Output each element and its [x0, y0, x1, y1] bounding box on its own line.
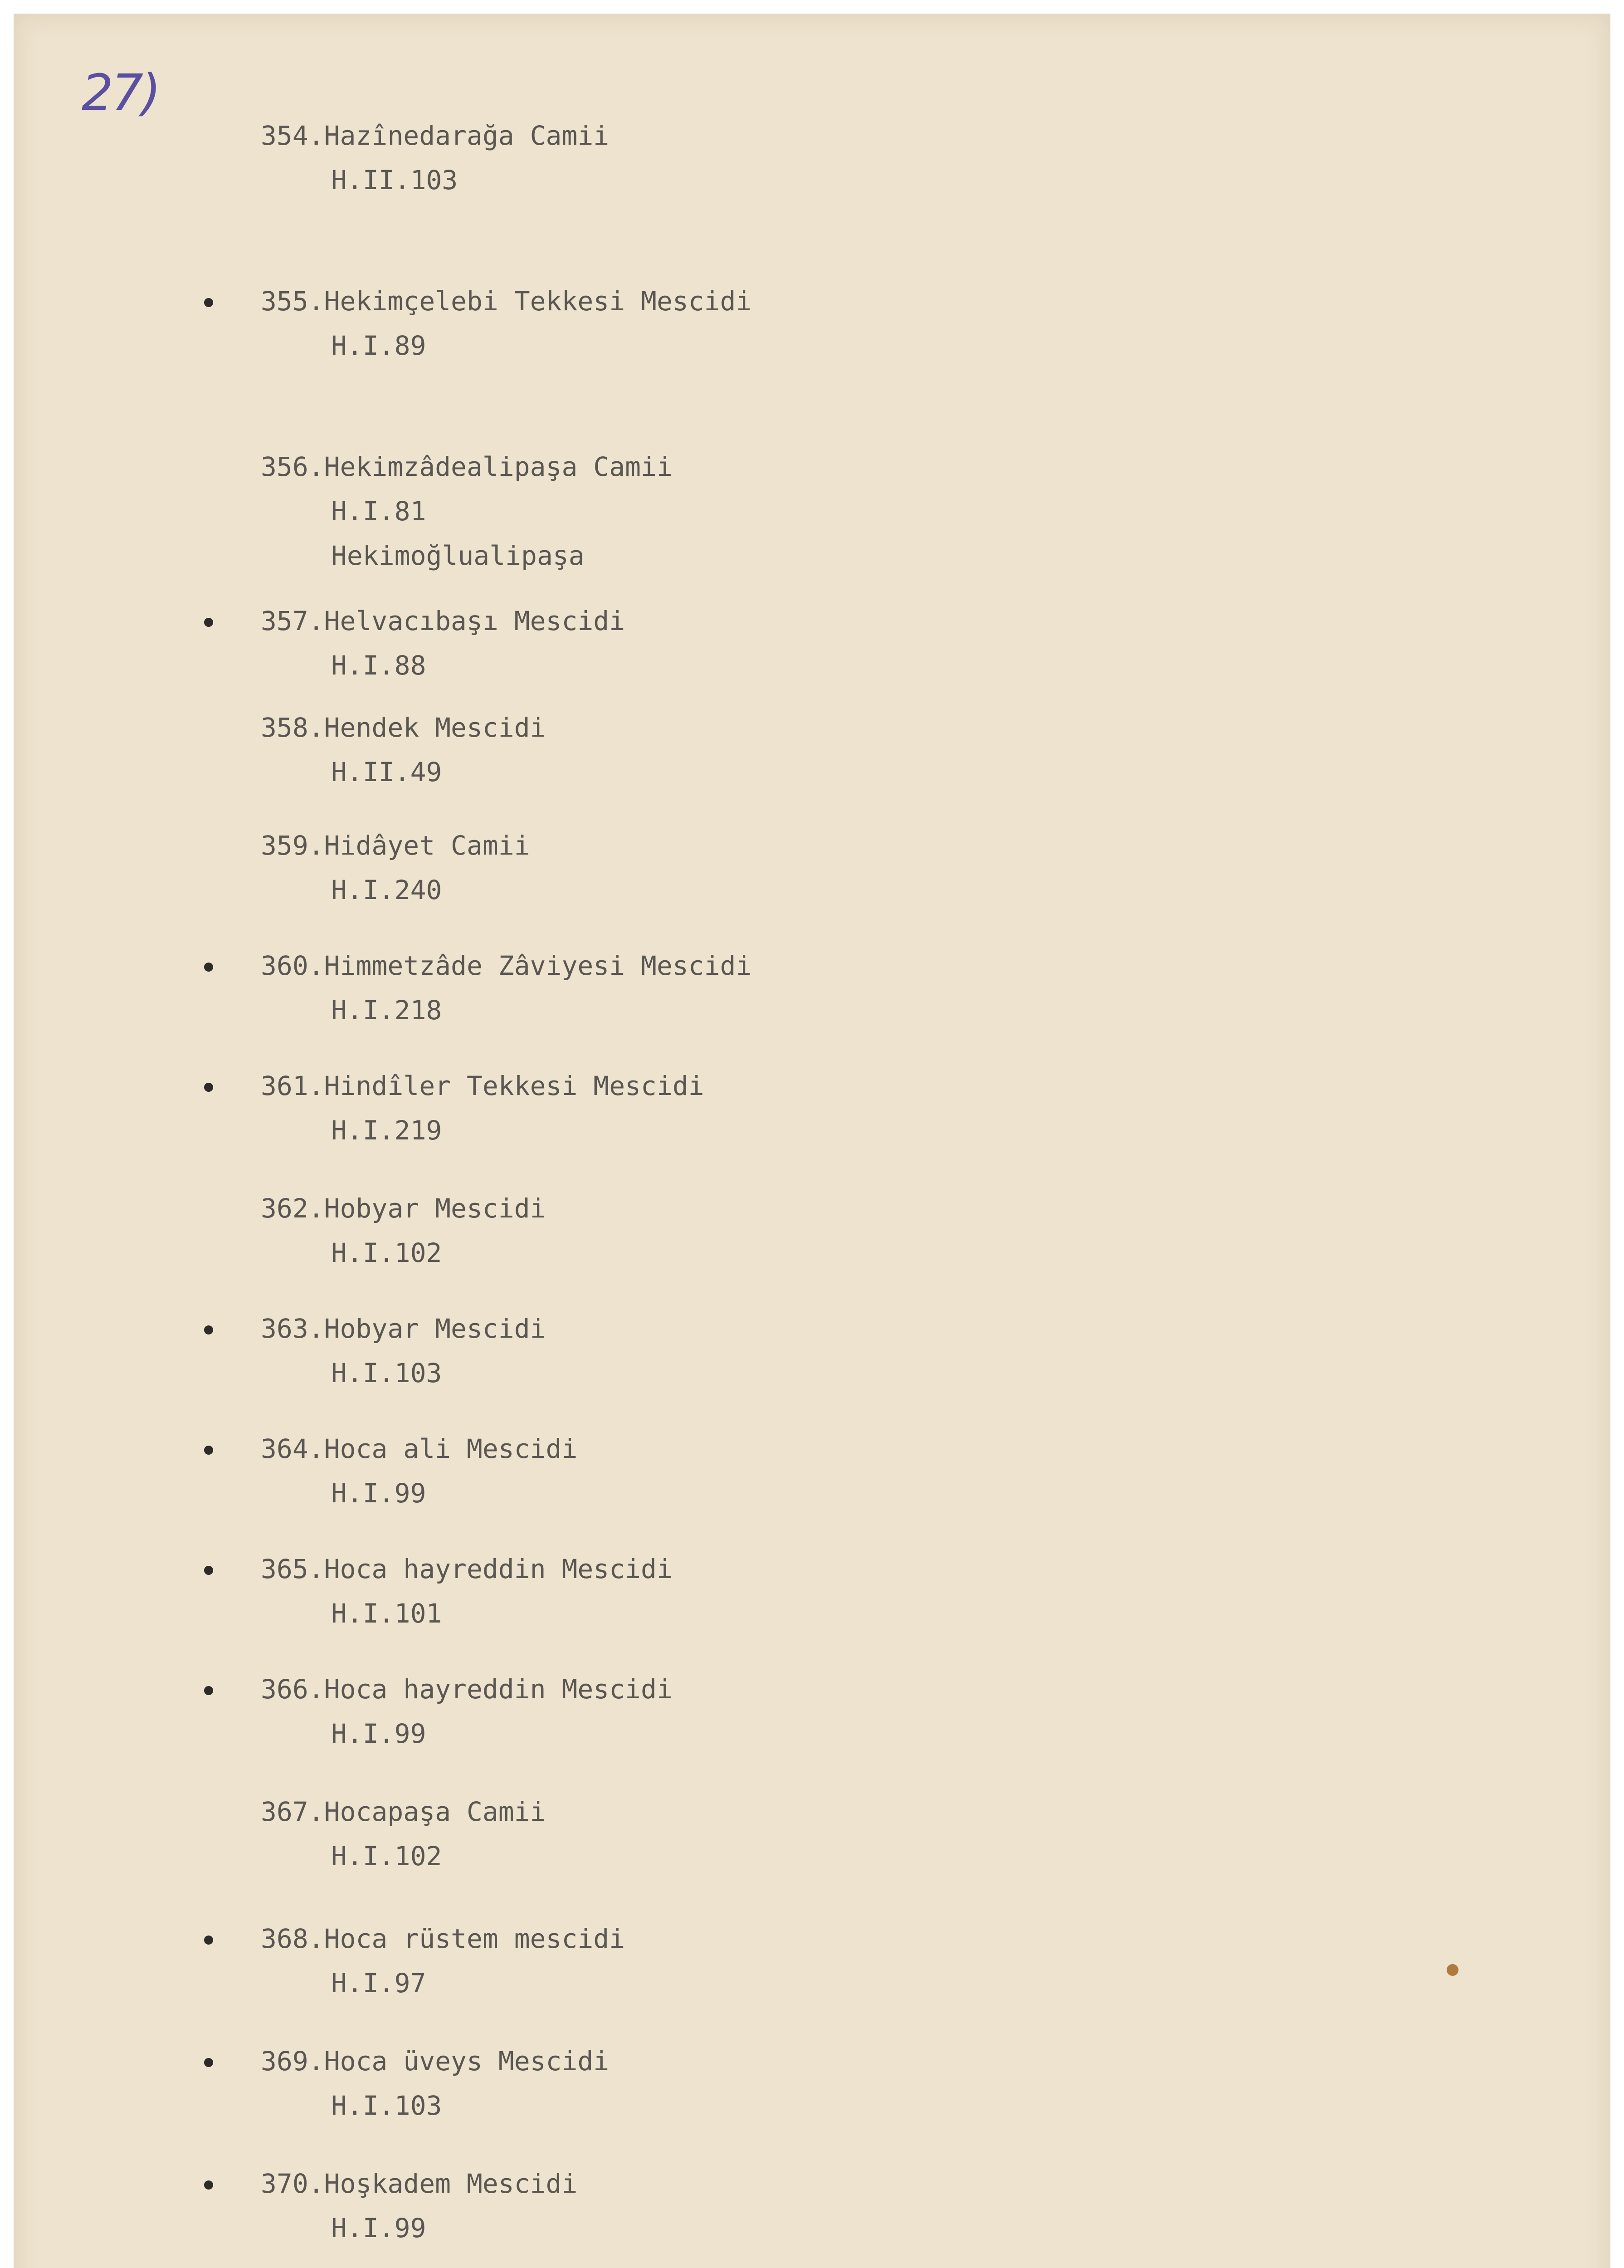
entry-title: 362.Hobyar Mescidi — [261, 1193, 546, 1224]
entry — [14, 832, 1556, 941]
entry-reference: H.I.99 — [331, 1478, 426, 1509]
entry — [14, 288, 1556, 397]
bullet-dot — [204, 1083, 213, 1092]
bullet-dot — [204, 1446, 213, 1455]
entry-title: 356.Hekimzâdealipaşa Camii — [261, 451, 673, 482]
bullet-dot — [204, 2058, 213, 2067]
entry — [14, 2170, 1556, 2268]
bullet-dot — [204, 2180, 213, 2190]
entry-reference: H.II.49 — [331, 757, 442, 787]
entry-title: 355.Hekimçelebi Tekkesi Mescidi — [261, 286, 752, 317]
entry-reference: H.I.219 — [331, 1115, 442, 1146]
entry-reference: H.I.99 — [331, 2213, 426, 2244]
entry — [14, 1923, 1556, 2034]
paper-stain-mark — [1447, 1964, 1458, 1976]
entry — [14, 1556, 1556, 1665]
entry-reference: H.I.102 — [331, 1237, 442, 1268]
bullet-dot — [204, 298, 213, 307]
entry — [14, 608, 1556, 717]
entry — [14, 1796, 1556, 1907]
paper-sheet — [14, 14, 1610, 2268]
entry-reference: H.I.99 — [331, 1718, 426, 1749]
entry — [14, 122, 1556, 231]
bullet-dot — [204, 618, 213, 627]
entry — [14, 1315, 1556, 1424]
entry-reference: H.I.218 — [331, 995, 442, 1026]
entry-reference: H.I.97 — [331, 1968, 426, 1999]
entry-reference: H.I.240 — [331, 875, 442, 905]
bullet-dot — [204, 963, 213, 972]
entry-title: 360.Himmetzâde Zâviyesi Mescidi — [261, 950, 752, 981]
entry — [14, 1433, 1556, 1545]
entry-reference: H.I.89 — [331, 330, 426, 361]
entry-alternate-name: Hekimoğlualipaşa — [331, 540, 585, 571]
entry — [14, 714, 1556, 823]
entry — [14, 2048, 1556, 2157]
entry-title: 368.Hoca rüstem mescidi — [261, 1923, 625, 1954]
entry — [14, 1195, 1556, 1304]
entry — [14, 1676, 1556, 1785]
handwritten-page-number: 27) — [82, 64, 159, 122]
entry — [14, 950, 1556, 1061]
entry-title: 364.Hoca ali Mescidi — [261, 1433, 578, 1464]
bullet-dot — [204, 1325, 213, 1334]
entry-title: 361.Hindîler Tekkesi Mescidi — [261, 1070, 704, 1101]
bullet-dot — [204, 1686, 213, 1695]
entry — [14, 1070, 1556, 1182]
entry-title: 369.Hoca üveys Mescidi — [261, 2046, 610, 2077]
entry-reference: H.II.103 — [331, 165, 458, 196]
entry-reference: H.I.103 — [331, 1358, 442, 1388]
entry-title: 358.Hendek Mescidi — [261, 712, 546, 743]
entry-title: 366.Hoca hayreddin Mescidi — [261, 1674, 673, 1705]
entry-title: 357.Helvacıbaşı Mescidi — [261, 606, 625, 636]
entry-reference: H.I.88 — [331, 650, 426, 681]
entry-reference: H.I.103 — [331, 2090, 442, 2121]
entry-reference: H.I.81 — [331, 496, 426, 527]
entry-title: 359.Hidâyet Camii — [261, 830, 530, 861]
entry — [14, 451, 1556, 571]
entry-reference: H.I.102 — [331, 1841, 442, 1872]
bullet-dot — [204, 1936, 213, 1945]
entry-title: 363.Hobyar Mescidi — [261, 1313, 546, 1344]
entry-title: 354.Hazînedarağa Camii — [261, 120, 610, 151]
entry-title: 367.Hocapaşa Camii — [261, 1796, 546, 1827]
entry-reference: H.I.101 — [331, 1598, 442, 1629]
entry-title: 365.Hoca hayreddin Mescidi — [261, 1554, 673, 1584]
bullet-dot — [204, 1566, 213, 1575]
entry-title: 370.Hoşkadem Mescidi — [261, 2168, 578, 2199]
